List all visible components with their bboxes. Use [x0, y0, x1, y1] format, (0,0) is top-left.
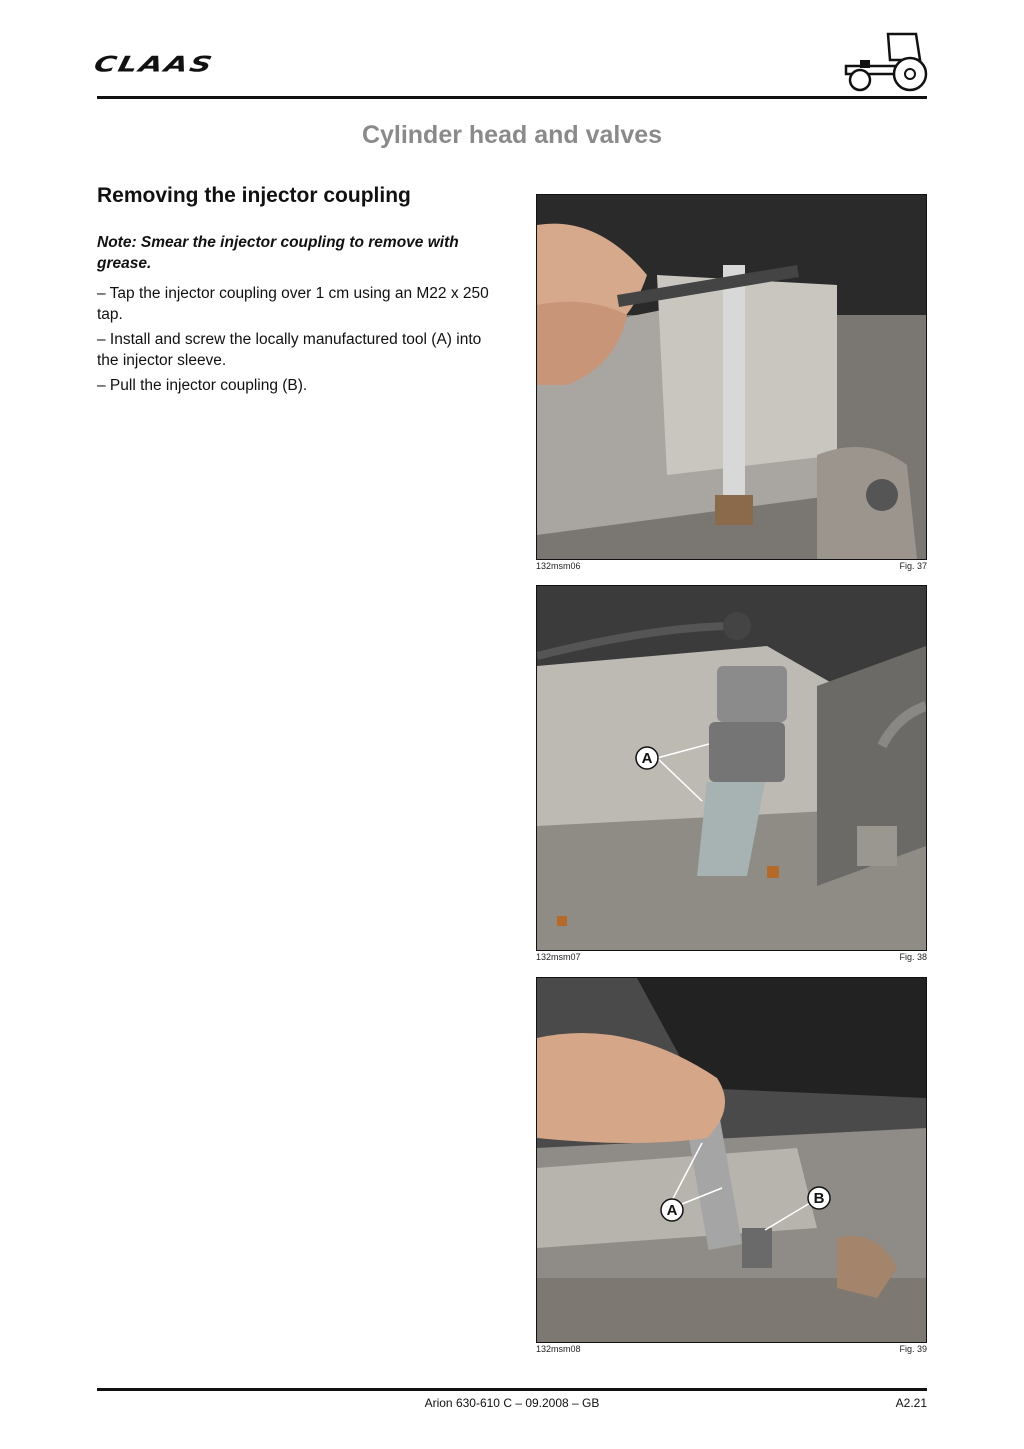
header-rule	[97, 96, 927, 99]
figure-37	[536, 194, 927, 571]
footer-rule	[97, 1388, 927, 1391]
step-item: – Install and screw the locally manufactured tool (A) into the injector sleeve.	[97, 331, 482, 369]
callout-a: A	[641, 750, 653, 767]
step-item: – Pull the injector coupling (B).	[97, 377, 308, 394]
note-text: Note: Smear the injector coupling to remove with grease.	[97, 234, 459, 272]
figure-38	[536, 585, 927, 962]
figure-code: 132msm07	[536, 952, 581, 962]
callout-a: A	[666, 1202, 678, 1219]
photo-tool-installed	[536, 585, 927, 951]
photo-pull-coupling	[536, 977, 927, 1343]
figure-label: Fig. 39	[899, 1344, 927, 1354]
figure-label: Fig. 37	[899, 561, 927, 571]
step-item: – Tap the injector coupling over 1 cm using an M22 x 250 tap.	[97, 285, 489, 323]
figure-code: 132msm08	[536, 1344, 581, 1354]
page-number: A2.21	[895, 1396, 927, 1410]
figure-39	[536, 977, 927, 1354]
instruction-text	[97, 232, 497, 400]
section-heading: Removing the injector coupling	[97, 184, 411, 207]
callout-b: B	[813, 1190, 825, 1207]
claas-logo: CLAAS	[91, 52, 217, 78]
figure-label: Fig. 38	[899, 952, 927, 962]
photo-tap-injector	[536, 194, 927, 560]
footer-model-info: Arion 630-610 C – 09.2008 – GB	[424, 1396, 600, 1410]
figure-code: 132msm06	[536, 561, 581, 571]
tractor-icon	[838, 30, 930, 92]
page-title: Cylinder head and valves	[361, 121, 663, 149]
